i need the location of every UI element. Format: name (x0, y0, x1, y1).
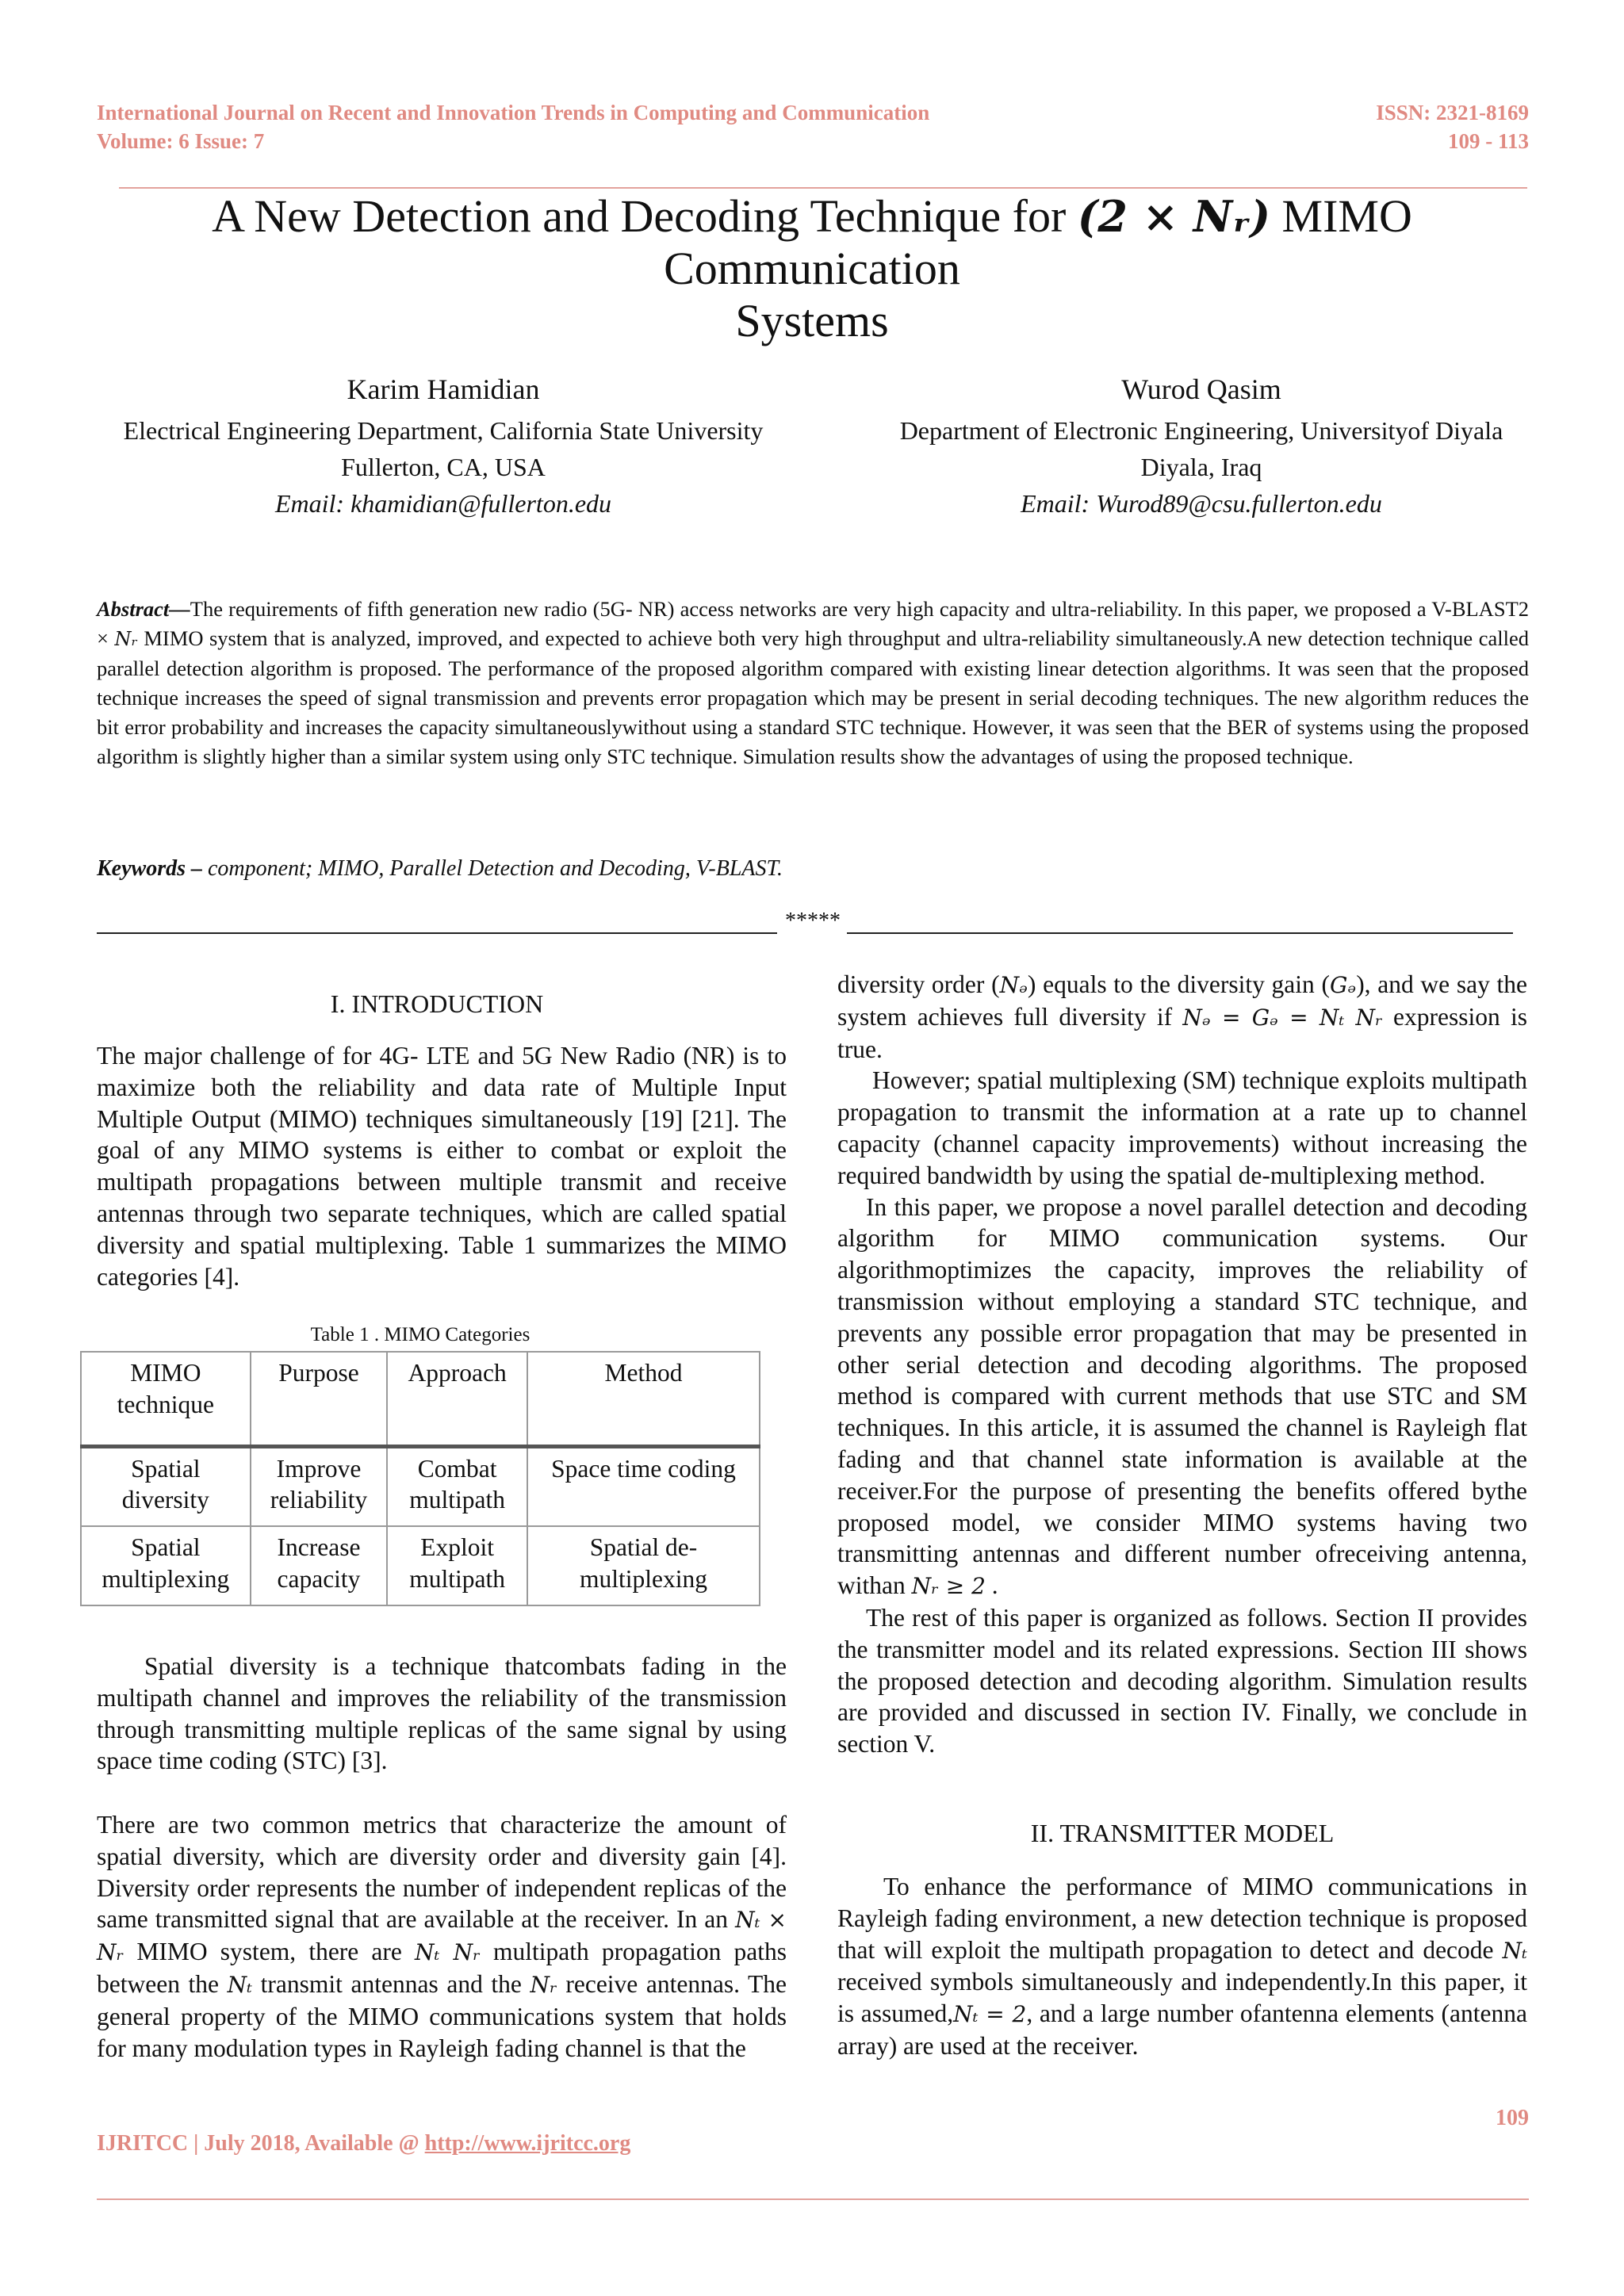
table-cell: Space time coding (527, 1446, 760, 1526)
transmitter-paragraph (837, 1871, 1527, 2062)
footer-rule (97, 2198, 1529, 2200)
metrics-paragraph (97, 1809, 787, 2064)
paper-text-part: . (985, 1571, 998, 1600)
transmitter-text (837, 1871, 1527, 2062)
math-full-diversity: Nₔ = Gₔ = Nₜ Nᵣ (1182, 1004, 1383, 1031)
table-header-cell: Purpose (251, 1352, 388, 1446)
math-nt: Nₜ (227, 1971, 253, 1998)
metrics-text-part: transmit antennas and the (252, 1969, 530, 1998)
footer-text: IJRITCC | July 2018, Available @ (97, 2131, 425, 2156)
metrics-text-part: receive antennas. The general property of the MIMO communications system that holds for many modulation types in Rayleigh fading channel is that the (97, 1969, 787, 2062)
table-cell: Spatial de-multiplexing (527, 1526, 760, 1605)
author-location: Fullerton, CA, USA (341, 453, 546, 481)
abstract-text: MIMO system that is analyzed, improved, and expected to achieve both very high throughput and ultra-reliability simultaneously.A new detection technique called parallel detection algorithm is proposed. The performance of the proposed algorithm compared with existing linear detection algorithms. It was seen that the proposed technique increases the speed of signal transmission and prevents error propagation which may be present in serial decoding techniques. The new algorithm reduces the bit error probability and increases the capacity simultaneouslywithout using a standard STC technique. However, it was seen that the BER of systems using the proposed algorithm is slightly higher than a similar system using only STC technique. Simulation results show the advantages of using the proposed technique. (97, 626, 1529, 768)
table-cell: Exploit multipath (387, 1526, 527, 1605)
intro-paragraph (97, 1040, 787, 1292)
section-heading-introduction: I. INTRODUCTION (330, 989, 544, 1018)
separator-line-right (847, 932, 1513, 934)
metrics-text-part: There are two common metrics that characterize the amount of spatial diversity, which are diversity order and diversity gain [4]. Diversity order represents the number of independent replicas of the same transmitted signal that are available at the receiver. In an (97, 1811, 787, 1934)
table-cell: Spatial diversity (81, 1446, 251, 1526)
separator-stars: ***** (785, 909, 841, 933)
intro-text: The major challenge of for 4G- LTE and 5G New Radio (NR) is to maximize both the reliability and data rate of Multiple Input Multiple Output (MIMO) techniques simultaneously [19] [21]. The goal of any MIMO systems is either to combat or exploit the multipath propagations between multiple transmit and receive antennas through two separate techniques, which are called spatial diversity and spatial multiplexing. Table 1 summarizes the MIMO categories [4]. (97, 1042, 787, 1291)
abstract-text: The requirements of fifth generation new radio (5G- NR) access networks are very high capacity and ultra-reliability. In this paper, we proposed a V-BLAST2 × (97, 597, 1529, 650)
spatial-diversity-text: Spatial diversity is a technique thatcombats fading in the multipath channel and improves the reliability of the transmission through transmitting multiple replicas of the same signal by using space time coding (STC) [3]. (97, 1652, 787, 1775)
table-header-cell: Approach (387, 1352, 527, 1446)
title-math: (2 × Nᵣ) (1077, 191, 1271, 242)
math-nt-x-nr: Nₜ × Nᵣ (97, 1907, 787, 1966)
journal-title: International Journal on Recent and Innovation Trends in Computing and Communication (97, 101, 930, 124)
paper-text-part: In this paper, we propose a novel parallel detection and decoding algorithm for MIMO communication systems. Our algorithmoptimizes the capacity, improves the reliability of transmission without employing a standard STC technique, and prevents any possible error propagation that may be presented in other serial detection and decoding algorithms. The proposed method is compared with current methods that use STC and SM techniques. In this article, it is assumed the channel is Rayleigh flat fading and that channel state information is available at the receiver.For the purpose of presenting the benefits offered bythe proposed model, we consider MIMO systems having two transmitting antennas and different number ofreceiving antenna, withan (837, 1192, 1527, 1600)
title-text-2: MIMO Communication (664, 190, 1412, 294)
diversity-text-part: expression is true. (837, 1002, 1528, 1063)
author-block-2 (833, 373, 1570, 522)
tx-text-part: , and a large number ofantenna elements (antenna array) are used at the receiver. (837, 1999, 1527, 2060)
abstract-label: Abstract— (97, 597, 190, 621)
table-header-cell: MIMO technique (81, 1352, 251, 1446)
spatial-diversity-paragraph (97, 1651, 787, 1777)
table-cell: Spatial multiplexing (81, 1526, 251, 1605)
metrics-text-part: multipath propagation paths between the (97, 1938, 787, 1998)
table-row (81, 1526, 760, 1605)
title-line-2: Systems (735, 295, 889, 346)
issn: ISSN: 2321-8169 (1376, 101, 1529, 124)
diversity-text-part: diversity order ( (837, 970, 1000, 998)
author-dept: Department of Electronic Engineering, Universityof Diyala (899, 416, 1503, 445)
table-caption: Table 1 . MIMO Categories (310, 1324, 530, 1345)
paper-title (79, 190, 1545, 347)
diversity-paragraph (837, 969, 1527, 1065)
math-nt-eq-2: Nₜ = 2 (953, 2001, 1027, 2028)
author-block-1 (79, 373, 807, 522)
math-nr-ge-2: Nᵣ ≥ 2 (911, 1573, 986, 1600)
table-cell: Improve reliability (251, 1446, 388, 1526)
page-range: 109 - 113 (1447, 129, 1529, 153)
tx-text-part: received symbols simultaneously and independently.In this paper, it is assumed, (837, 1968, 1527, 2028)
author-name: Wurod Qasim (1121, 373, 1281, 405)
keywords-text: component; MIMO, Parallel Detection and Decoding, V-BLAST. (208, 856, 783, 881)
abstract (97, 595, 1529, 771)
separator-line-left (97, 932, 777, 934)
math-nt-nr: Nₜ Nᵣ (415, 1939, 481, 1966)
volume-issue: Volume: 6 Issue: 7 (97, 129, 265, 153)
author-dept: Electrical Engineering Department, California State University (123, 416, 764, 445)
footer-link[interactable]: http://www.ijritcc.org (424, 2131, 631, 2156)
diversity-text-part: ) equals to the diversity gain ( (1027, 970, 1330, 998)
author-email[interactable]: Email: khamidian@fullerton.edu (274, 489, 612, 518)
metrics-text (97, 1809, 787, 2064)
keywords (97, 856, 1529, 882)
author-location: Diyala, Iraq (1140, 453, 1262, 481)
abstract-math: Nᵣ (114, 628, 138, 650)
title-text-1: A New Detection and Decoding Technique for (212, 190, 1078, 242)
table-row (81, 1446, 760, 1526)
author-email[interactable]: Email: Wurod89@csu.fullerton.edu (1021, 489, 1382, 518)
math-nd: Nₔ (999, 972, 1028, 998)
tx-text-part: To enhance the performance of MIMO communications in Rayleigh fading environment, a new detection technique is proposed that will exploit the multipath propagation to detect and decode (837, 1873, 1527, 1964)
math-gd: Gₔ (1329, 972, 1357, 998)
table-header-row (81, 1352, 760, 1446)
author-name: Karim Hamidian (347, 373, 540, 405)
diversity-text-part: ), and we say the system achieves full diversity if (837, 970, 1527, 1031)
math-nr: Nᵣ (530, 1971, 557, 1998)
table-cell: Combat multipath (387, 1446, 527, 1526)
keywords-label: Keywords – (97, 856, 208, 881)
right-column-text (837, 969, 1527, 1760)
table-header-cell: Method (527, 1352, 760, 1446)
header-rule (119, 187, 1527, 189)
footer (97, 2131, 630, 2156)
table-cell: Increase capacity (251, 1526, 388, 1605)
rest-paragraph: The rest of this paper is organized as follows. Section II provides the transmitter model and its related expressions. Section III shows the proposed detection and decoding algorithm. Simulation results are provided and discussed in section IV. Finally, we conclude in section V. (837, 1603, 1527, 1758)
math-nt: Nₜ (1502, 1937, 1527, 1964)
page-number: 109 (1496, 2106, 1529, 2130)
paper-paragraph (837, 1192, 1527, 1602)
mimo-categories-table (80, 1351, 760, 1606)
sm-paragraph: However; spatial multiplexing (SM) technique exploits multipath propagation to transmit the information at a rate up to channel capacity (channel capacity improvements) without increasing the required bandwidth by using the spatial de-multiplexing method. (837, 1066, 1527, 1189)
section-heading-transmitter-model: II. TRANSMITTER MODEL (1030, 1819, 1335, 1847)
metrics-text-part: MIMO system, there are (124, 1938, 416, 1966)
